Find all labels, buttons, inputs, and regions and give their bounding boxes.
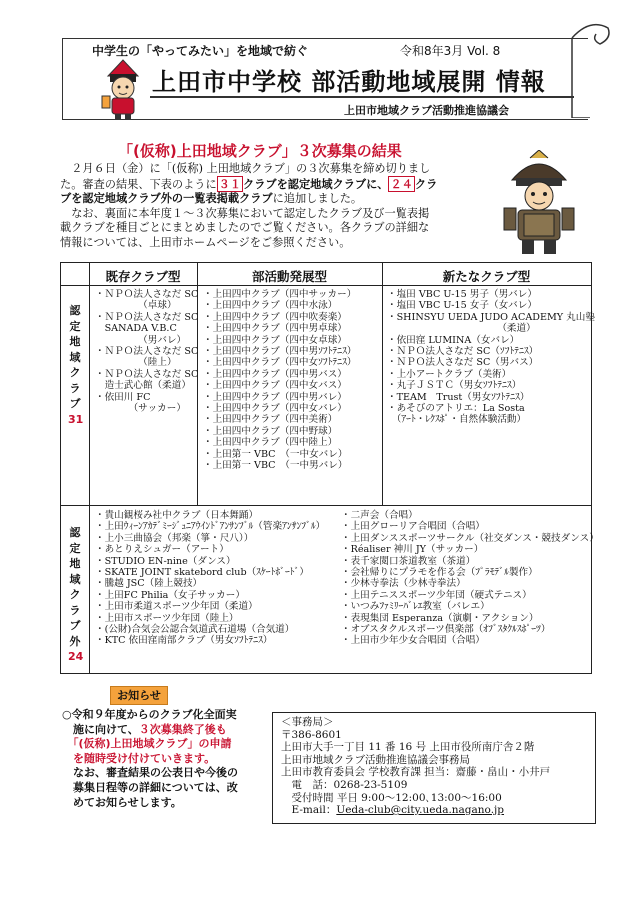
club-list-item: ・貴山観桜み社中クラブ（日本舞踊） [95,510,259,521]
club-list-item: ・あそびのアトリエ：La Sosta [387,403,525,415]
club-list-item: ・上田ｳｨｰﾝｱｶﾃﾞﾐｰｼﾞｭﾆｱｳｲﾝﾄﾞｱﾝｻﾝﾌﾞﾙ（管楽ｱﾝｻﾝﾌﾞﾙ） [95,521,326,533]
club-list-item: ・TEAM Trust（男女ｿﾌﾄﾃﾆｽ） [387,391,530,403]
club-list-item: ・騰越 JSC（陸上競技） [95,578,203,590]
listed-count-box: ２４ [390,176,413,191]
club-table [60,262,599,674]
non-certified-count: 24 [68,650,84,663]
club-list-item: ・ＮＰＯ法人さなだ SC（男バス） [387,357,539,369]
notice-line [62,796,270,811]
club-list-item: ・ＮＰＯ法人さなだ SC [95,346,199,358]
certified-count: 31 [68,412,84,426]
publisher-name: 上田市地域クラブ活動推進協議会 [344,104,509,117]
club-list-item: ・塩田 VBC U-15 女子（女バレ） [387,300,537,312]
club-list-item: ・STUDIO EN-nine（ダンス） [95,555,236,567]
club-list-item: ・上田ダンススポーツサークル（社交ダンス・競技ダンス） [341,532,599,544]
club-list-item: ・上小アートクラブ（美術） [387,368,512,380]
club-list-item: ・表現集団 Esperanza（演劇・アクション） [341,612,539,624]
contact-address: 上田市大手一丁目 11 番 16 号 上田市役所南庁舎２階 [281,741,535,754]
label-char: ク [69,588,81,601]
non-certified-list-left [95,510,325,647]
club-list-item: （卓球） [95,300,177,312]
notice-line: ○令和９年度からのクラブ化全面実 [62,708,237,721]
club-list-item: ・ＮＰＯ法人さなだ SC [95,289,199,300]
table-divider [382,263,383,505]
email-label: E-mail： [281,804,337,817]
contact-office: 上田市教育委員会 学校教育課 担当：齋藤・畠山・小井戸 [281,766,551,779]
notice-tab: お知らせ [110,686,168,705]
non-certified-list-right [341,510,599,647]
label-char: 域 [69,350,81,364]
label-char: 地 [69,335,81,348]
notice-highlight [62,752,270,767]
club-list-item: ・上田四中クラブ（四中吹奏楽） [203,311,347,323]
title-underline [150,96,574,98]
club-list-item: （柔道） [387,323,536,335]
label-char: ブ [69,619,81,632]
club-list-item: ・ＮＰＯ法人さなだ SC [95,368,199,380]
club-list-item: ・上田四中クラブ（四中男バレ） [203,391,347,403]
club-list-item: 造士武心館（柔道） [95,380,191,392]
club-list-item: ・上田グローリア合唱団（合唱） [341,521,485,533]
club-list-item: ・上田四中クラブ（四中野球） [203,425,338,437]
email-link[interactable]: Ueda-club@city.ueda.nagano.jp [336,804,505,817]
page-title: 上田市中学校 部活動地域展開 情報 [152,68,546,96]
contact-phone: 電 話：0268-23-5109 [281,778,408,791]
club-list-item: ・上田四中クラブ（四中女バレ） [203,403,347,415]
club-list-item: ・ＮＰＯ法人さなだ SC [95,311,199,323]
intro-line [60,192,498,207]
label-char: 認 [69,304,81,317]
intro-paragraph [60,162,498,251]
notice-line [62,723,270,738]
club-list-item: ・SHINSYU UEDA JUDO ACADEMY 丸山塾 [387,311,595,323]
club-list-item: ・上田四中クラブ（四中美術） [203,414,338,426]
club-list-item: ・Réaliser 神川 JY（サッカー） [341,544,484,556]
label-char: ラ [69,603,81,617]
club-list-item: ・表千家閲口茶道教室（茶道） [341,555,476,567]
club-list-item: ・上田FC Philia（女子サッカー） [95,589,245,601]
notice-text-part: なお、審査結果の公表日や今後の [73,766,238,780]
notice-highlight: ３次募集終了後も [138,722,227,736]
club-list-item: （男バレ） [95,334,187,346]
intro-bold-text: クラブを認定地域クラブに、 [243,177,389,191]
club-list-item: （サッカー） [95,403,186,415]
notice-line [62,766,270,781]
club-list-item: ・上田四中クラブ（四中男バス） [203,368,347,380]
contact-box [272,712,596,824]
table-divider [61,505,591,506]
notice-highlight-text: を随時受け付けていきます。 [73,751,216,765]
notice-text-part: めてお知らせします。 [73,795,182,809]
label-char: 外 [69,634,81,648]
club-list-item: ・上田四中クラブ（四中男卓球） [203,323,347,335]
intro-line: 情報については、上田市ホームページをご参照ください。 [60,235,351,249]
intro-line [60,177,498,193]
contact-office: 上田市地域クラブ活動推進協議会事務局 [281,753,470,766]
club-list-item: ・上田第一 VBC （一中男バレ） [203,460,348,472]
intro-text: た。審査の結果、下表のように [60,177,217,191]
intro-line: 載クラブを種目ごとにまとめましたのでご覧ください。各クラブの詳細な [60,221,430,235]
club-list-item: ・依田川 FC [95,391,151,403]
club-list-item: ・上田四中クラブ（四中水泳） [203,300,338,312]
club-list-item: ・上田四中クラブ（四中サッカー） [203,289,357,300]
contact-heading: ＜事務局＞ [281,716,334,728]
intro-bold-text: クラ [414,177,438,191]
club-list-item: ・上小三曲協会（邦楽（箏・尺八）） [95,532,254,544]
intro-bold-text: ブを認定地域クラブ外の一覧表掲載クラブ [60,192,273,206]
notice-text-part: 施に向けて、 [73,722,139,736]
club-list-item: ・SKATE JOINT skatebord club（ｽｹｰﾄﾎﾞｰﾄﾞ） [95,567,309,579]
club-list-item: ・あとりえシュガー（アート） [95,544,229,556]
club-list-item: ・KTC 依田窪南部クラブ（男女ｿﾌﾄﾃﾆｽ） [95,635,273,647]
certified-row-label [68,303,82,427]
label-char: ラ [69,381,81,395]
club-list-item: ・上田四中クラブ（四中女バス） [203,380,347,392]
club-list-item: ・いつみﾌｧﾐﾘｰﾊﾞﾚｴ教室（バレエ） [341,601,490,613]
armored-warrior-mascot-icon [502,150,576,256]
club-list-item: ・上田テニススポーツ少年団（硬式テニス） [341,589,532,601]
notice-text-part: 募集日程等の詳細については、改 [73,780,238,794]
club-list-item: ・二声会（合唱） [341,510,418,521]
contact-postal: 〒386-8601 [281,728,342,741]
label-char: 認 [69,526,81,539]
club-list-item: ・上田市少年少女合唱団（合唱） [341,635,485,647]
table-divider [61,285,591,286]
label-char: 定 [69,319,81,333]
label-char: 域 [69,572,81,586]
notice-highlight [62,737,270,752]
club-list-item: ・上田四中クラブ（四中男ｿﾌﾄﾃﾆｽ） [203,346,357,358]
non-certified-row-label [68,525,82,665]
club-list-item: ・上田四中クラブ（四中女ｿﾌﾄﾃﾆｽ） [203,357,357,369]
club-list-item: ・上田第一 VBC （一中女バレ） [203,448,348,460]
scroll-curl-decoration [570,18,612,118]
issue-date: 令和8年3月 Vol. 8 [400,44,501,58]
new-club-list [387,289,595,426]
column-header-existing: 既存クラブ型 [105,269,181,284]
samurai-mascot-icon [100,58,146,120]
existing-club-list [95,289,198,414]
label-char: 地 [69,557,81,570]
header-tagline: 中学生の「やってみたい」を地域で紡ぐ [92,44,309,58]
table-divider [89,263,90,673]
club-list-item: ・上田市スポーツ少年団（陸上） [95,612,239,624]
intro-text: に追加しました。 [272,192,363,206]
club-list-item: SANADA V.B.C [95,323,177,335]
label-char: ク [69,366,81,379]
column-header-new: 新たなクラブ型 [442,269,531,284]
intro-line: なお、裏面に本年度１～３次募集において認定したクラブ及び一覧表掲 [71,206,430,220]
club-list-item: ・上田四中クラブ（四中女卓球） [203,334,347,346]
notice-highlight-text: 「(仮称)上田地域クラブ」の申請 [73,737,232,751]
club-list-item: ・依田窪 LUMINA（女バレ） [387,334,520,346]
notice-text [62,708,270,810]
club-list-item: ・会社帰りにプラモを作る会（ﾌﾟﾗﾓﾃﾞﾙ製作） [341,567,538,579]
club-list-item: （陸上） [95,357,177,369]
club-list-item: ・丸子ＪＳＴＣ（男女ｿﾌﾄﾃﾆｽ） [387,380,522,392]
club-list-item: ・上田四中クラブ（四中陸上） [203,437,338,449]
label-char: ブ [69,397,81,410]
club-list-item: ・(公財)合気会公認合気道武石道場（合気道） [95,624,295,636]
club-list-item: （ｱｰﾄ・ﾚｸｽﾎﾟ・自然体験活動） [387,414,527,426]
label-char: 定 [69,541,81,555]
club-list-item: ・オブスタクルスポーツ倶楽部（ｵﾌﾞｽﾀｸﾙｽﾎﾟｰﾂ） [341,624,551,636]
intro-line: ２月６日（金）に「(仮称) 上田地域クラブ」の３次募集を締め切りまし [71,162,431,175]
notice-line [62,781,270,796]
contact-hours: 受付時間 平日 9:00～12:00､13:00～16:00 [281,791,502,804]
club-list-item: ・上田市柔道スポーツ少年団（柔道） [95,601,258,613]
club-list-item: ・塩田 VBC U-15 男子（男バレ） [387,289,537,300]
development-club-list [203,289,357,472]
certified-count-box: ３１ [218,176,242,191]
section-heading: 「(仮称)上田地域クラブ」３次募集の結果 [118,142,402,160]
club-list-item: ・少林寺拳法（少林寺拳法） [341,578,466,590]
club-list-item: ・ＮＰＯ法人さなだ SC（ｿﾌﾄﾃﾆｽ） [387,346,539,358]
contact-email-row [281,804,595,817]
column-header-development: 部活動発展型 [251,269,327,284]
